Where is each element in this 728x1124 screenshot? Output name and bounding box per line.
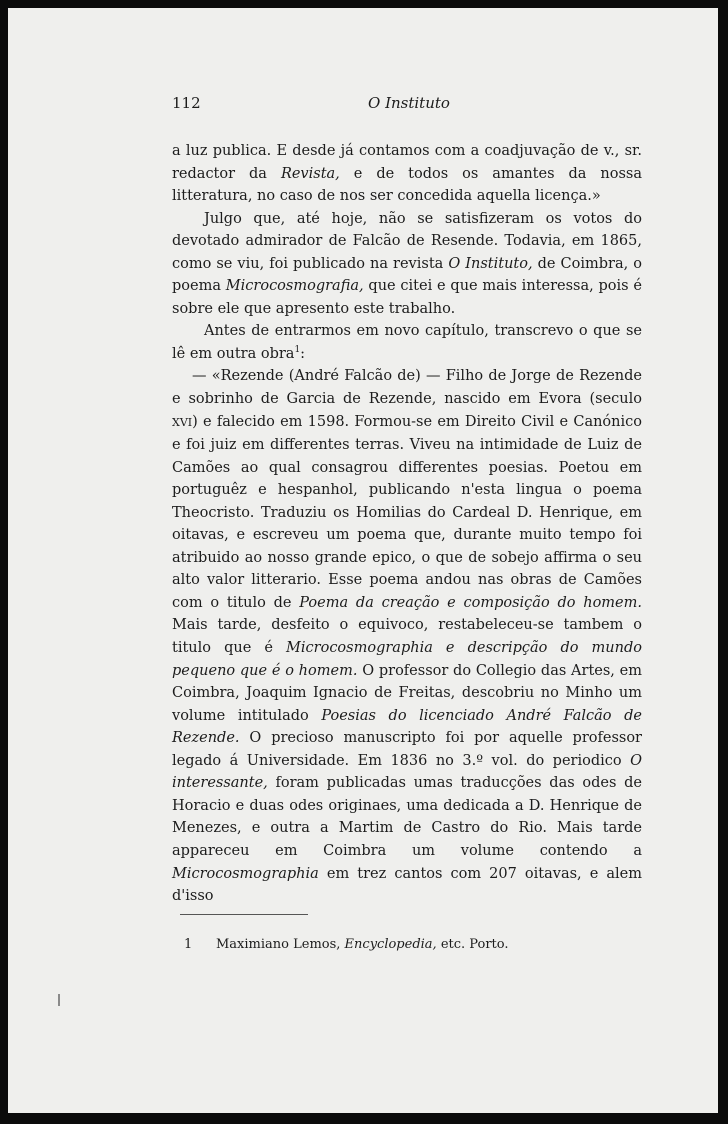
paper-blemish: [58, 994, 60, 1006]
footnote-mark: 1: [184, 937, 193, 952]
page-body: [172, 140, 642, 908]
footnote: [184, 936, 624, 954]
italic-poesias-title: Poesias do licenciado André Falcão de Rezende.: [172, 707, 642, 747]
running-header: [172, 94, 642, 114]
footnote-ref: 1: [294, 344, 301, 355]
roman-century: XVI: [172, 415, 193, 429]
italic-microcosmographia-title: Microcosmographia e descripção do mundo pequeno que é o homem.: [172, 640, 642, 679]
footnote-rest: etc. Porto.: [436, 937, 509, 952]
paragraph-1: a luz publica. E desde já contamos com a coadjuvação de v., sr. redactor da Revista, e de todos os amantes da nossa litteratura, no caso de nos ser concedida aquella licença.»: [172, 143, 642, 205]
paragraph-3: Antes de entrarmos em novo capítulo, transcrevo o que se lê em outra obra$^1$:: [172, 323, 642, 362]
paragraph-quote: — «Rezende (André Falcão de) — Filho de Jorge de Rezende e sobrinho de Garcia de Rezende, nascido em Evora (seculo XVI) e falecido em 1598. Formou-se em Direito Civil e Canónico e foi juiz em differentes terras. Viveu na intimidade de Luiz de Camões ao qual consagrou differentes poesias. Poetou em portuguêz e hespanhol, publicando n'esta lingua o poema Theocristo. Traduziu os Homilias do Cardeal D. Henrique, em oitavas, e escreveu um poema que, durante muito tempo foi atribuido ao nosso grande epico, o que de sobejo affirma o seu alto valor litterario. Esse poema andou nas obras de Camões com o titulo de Poema da creação e composição do homem. Mais tarde, desfeito o equivoco, restabeleceu-se tambem o titulo que é Microcosmographia e descripção do mundo pequeno que é o homem. O professor do Collegio das Artes, em Coimbra, Joaquim Ignacio de Freitas, descobriu no Minho um volume intitulado Poesias do licenciado André Falcão de Rezende. O precioso manuscripto foi por aquelle professor legado á Universidade. Em 1836 no 3.º vol. do periodico O interessante, foram publicadas umas traducções das odes de Horacio e duas odes originaes, uma dedicada a D. Henrique de Menezes, e outra a Martim de Castro do Rio. Mais tarde appareceu em Coimbra um volume contendo a Microcosmographia em trez cantos com 207 oitavas, e alem d'isso: [172, 368, 642, 905]
italic-o-interessante: O interessante,: [172, 752, 642, 792]
italic-poema-title: Poema da creação e composição do homem.: [299, 594, 642, 611]
italic-o-instituto: O Instituto,: [448, 255, 533, 272]
paragraph-2: Julgo que, até hoje, não se satisfizeram os votos do devotado admirador de Falcão de Resende. Todavia, em 1865, como se viu, foi publicado na revista O Instituto, de Coimbra, o poema Microcosmografia, que citei e que mais interessa, pois é sobre ele que apresento este trabalho.: [172, 210, 642, 317]
running-title: O Instituto: [368, 94, 450, 112]
footnote-separator: [180, 914, 308, 915]
footnote-work: Encyclopedia,: [344, 937, 437, 952]
italic-microcosmografia: Microcosmografia,: [225, 278, 364, 295]
page-number: 112: [172, 94, 201, 112]
italic-microcosmographia: Microcosmographia: [172, 865, 319, 882]
italic-revista: Revista,: [280, 165, 340, 182]
footnote-author: Maximiano Lemos,: [216, 937, 345, 952]
